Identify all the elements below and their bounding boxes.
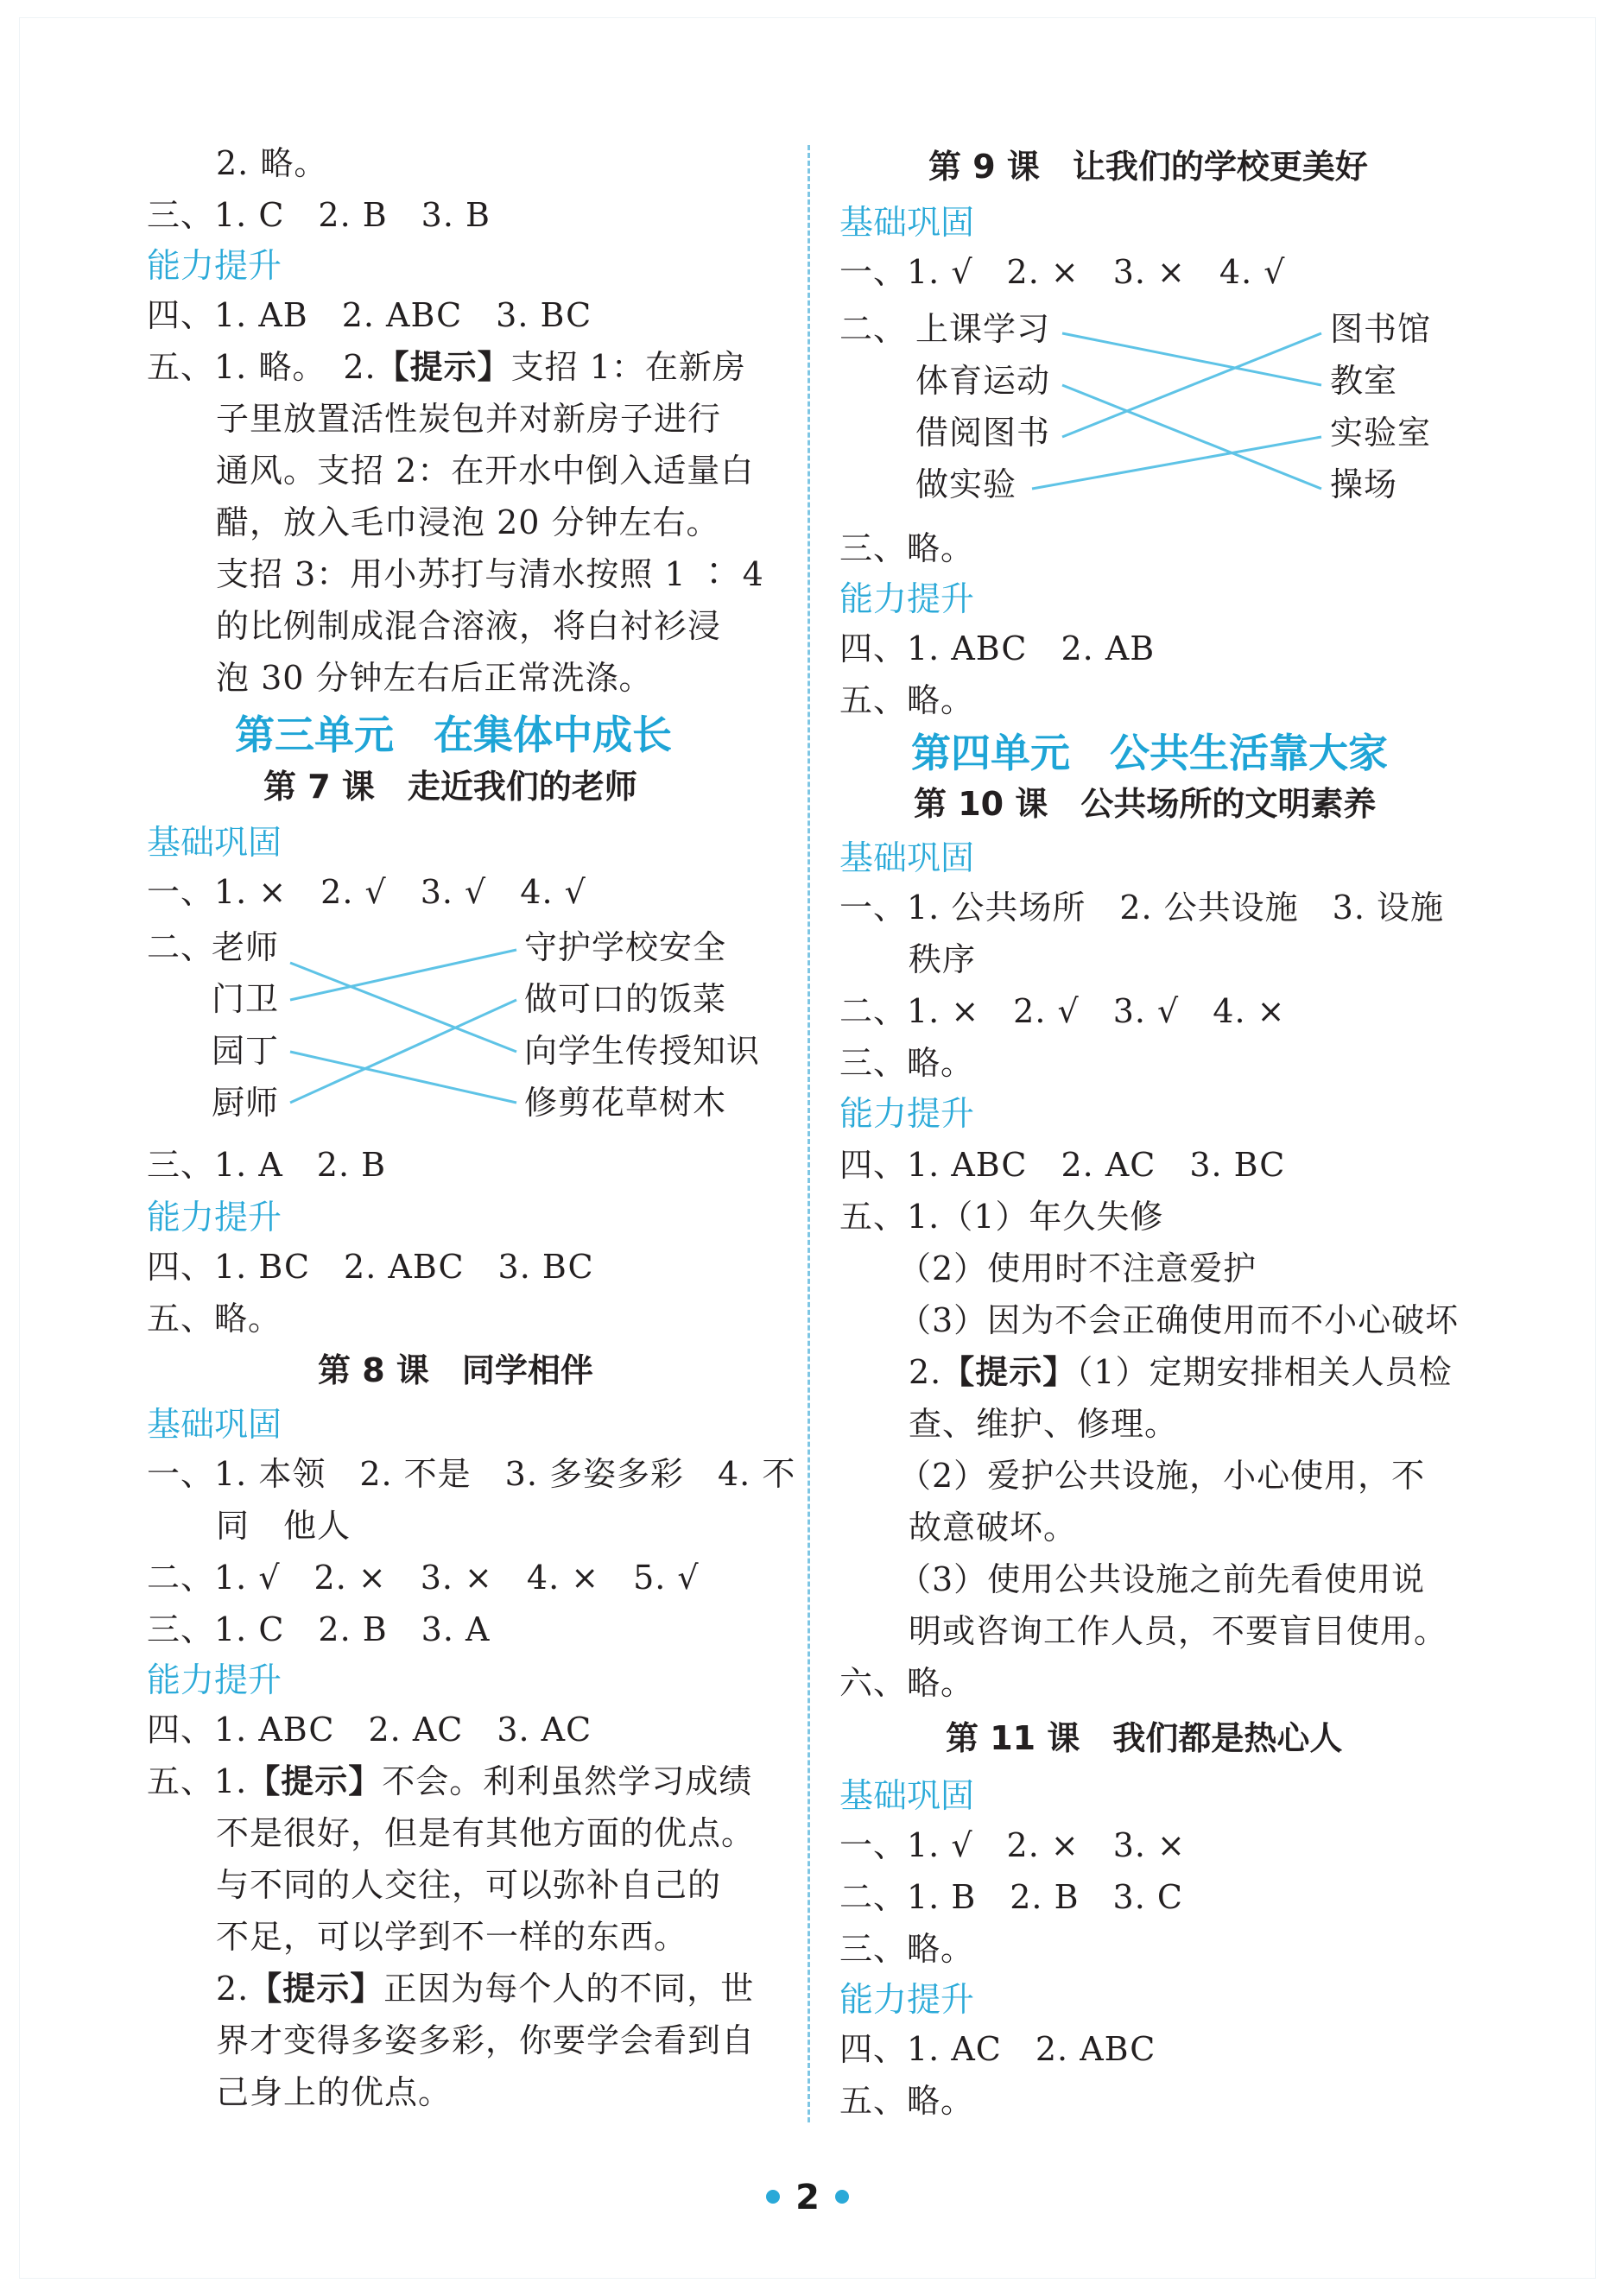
answer-line: 六、略。 xyxy=(839,1664,975,1702)
section-heading-ability: 能力提升 xyxy=(147,1661,282,1700)
answer-line: 四、1. ABC 2. AB xyxy=(839,629,1156,667)
match-line xyxy=(1062,385,1321,489)
section-heading-ability: 能力提升 xyxy=(147,247,282,286)
lesson-title: 第 9 课 让我们的学校更美好 xyxy=(928,148,1368,186)
answer-prefix: 二、 xyxy=(147,928,215,966)
answer-line: 一、1. √ 2. × 3. × xyxy=(839,1826,1186,1864)
hint-label: 【提示】 xyxy=(247,1762,383,1800)
answer-line: 泡 30 分钟左右后正常洗涤。 xyxy=(216,659,653,697)
answer-line: 五、略。 xyxy=(839,681,975,719)
match-right-item: 实验室 xyxy=(1330,414,1432,452)
match-right-item: 操场 xyxy=(1330,465,1398,503)
match-line xyxy=(1062,333,1321,437)
match-left-item: 借阅图书 xyxy=(915,414,1051,452)
answer-line: （3）因为不会正确使用而不小心破坏 xyxy=(898,1301,1460,1339)
answer-prefix: 五、1. 略。 2. xyxy=(147,348,377,386)
answer-line: 五、略。 xyxy=(147,1300,282,1338)
answer-line: 二、1. B 2. B 3. C xyxy=(839,1878,1183,1916)
answer-line: 秩序 xyxy=(909,940,977,978)
answer-line: 一、1. 本领 2. 不是 3. 多姿多彩 4. 不 xyxy=(147,1455,796,1493)
match-left-item: 老师 xyxy=(212,928,280,966)
lesson-title: 第 10 课 公共场所的文明素养 xyxy=(914,785,1377,823)
answer-line: 四、1. AC 2. ABC xyxy=(839,2030,1156,2068)
answer-prefix: 2. xyxy=(216,1970,250,2008)
answer-line: 二、1. × 2. √ 3. √ 4. × xyxy=(839,992,1286,1030)
answer-prefix: 二、 xyxy=(839,310,908,348)
match-left-item: 园丁 xyxy=(212,1032,280,1070)
section-heading-ability: 能力提升 xyxy=(839,580,975,619)
answer-line: 2. 略。 xyxy=(216,144,328,182)
decor-dot-left xyxy=(766,2190,780,2204)
answer-line: 支招 3：用小苏打与清水按照 1 ∶ 4 xyxy=(216,555,764,593)
answer-line: 一、1. 公共场所 2. 公共设施 3. 设施 xyxy=(839,889,1445,927)
answer-line: 四、1. BC 2. ABC 3. BC xyxy=(147,1248,594,1286)
lesson-title: 第 11 课 我们都是热心人 xyxy=(946,1719,1343,1757)
answer-line: 三、略。 xyxy=(839,1044,975,1082)
lesson-title: 第 8 课 同学相伴 xyxy=(318,1351,593,1389)
section-heading-basic: 基础巩固 xyxy=(147,1406,282,1445)
match-right-item: 修剪花草树木 xyxy=(524,1084,727,1122)
answer-line: 醋，放入毛巾浸泡 20 分钟左右。 xyxy=(216,503,720,541)
match-line xyxy=(1032,437,1321,489)
answer-text: 不会。利利虽然学习成绩 xyxy=(382,1762,753,1800)
answer-line: 三、略。 xyxy=(839,529,975,567)
answer-line: 己身上的优点。 xyxy=(216,2073,453,2111)
answer-line: 不是很好，但是有其他方面的优点。 xyxy=(216,1814,756,1852)
lesson-title: 第 7 课 走近我们的老师 xyxy=(263,768,637,806)
match-line xyxy=(1062,333,1321,385)
unit-title: 第四单元 公共生活靠大家 xyxy=(911,730,1388,776)
answer-line: 界才变得多姿多彩，你要学会看到自 xyxy=(216,2021,756,2059)
match-right-item: 教室 xyxy=(1330,362,1398,400)
answer-text: （1）定期安排相关人员检 xyxy=(1076,1353,1453,1391)
answer-line: 一、1. √ 2. × 3. × 4. √ xyxy=(839,253,1286,291)
answer-line: 与不同的人交往，可以弥补自己的 xyxy=(216,1866,722,1904)
hint-label: 【提示】 xyxy=(249,1970,384,2008)
unit-title: 第三单元 在集体中成长 xyxy=(235,712,672,758)
answer-line: 五、1.（1）年久失修 xyxy=(839,1198,1164,1236)
match-left-item: 门卫 xyxy=(212,980,280,1018)
answer-line xyxy=(909,1352,1452,1392)
page-number xyxy=(0,2178,1615,2217)
answer-text: 正因为每个人的不同，世 xyxy=(383,1970,755,2008)
decor-dot-right xyxy=(835,2190,849,2204)
answer-line: 四、1. AB 2. ABC 3. BC xyxy=(147,296,592,334)
answer-line: 查、维护、修理。 xyxy=(909,1405,1179,1443)
section-heading-basic: 基础巩固 xyxy=(147,824,282,863)
section-heading-basic: 基础巩固 xyxy=(839,1777,975,1816)
answer-line: 不足，可以学到不一样的东西。 xyxy=(216,1918,688,1956)
answer-line: 通风。支招 2：在开水中倒入适量白 xyxy=(216,452,755,490)
answer-prefix: 五、1. xyxy=(147,1762,248,1800)
answer-prefix: 2. xyxy=(909,1353,942,1391)
answer-line: 一、1. × 2. √ 3. √ 4. √ xyxy=(147,873,586,911)
answer-line: 四、1. ABC 2. AC 3. AC xyxy=(147,1711,592,1749)
answer-line: 五、略。 xyxy=(839,2082,975,2120)
hint-label: 【提示】 xyxy=(941,1353,1077,1391)
answer-line: 二、1. √ 2. × 3. × 4. × 5. √ xyxy=(147,1559,700,1597)
match-left-item: 做实验 xyxy=(915,465,1017,503)
answer-line: 子里放置活性炭包并对新房子进行 xyxy=(216,400,722,438)
answer-line: 同 他人 xyxy=(216,1507,352,1545)
answer-text: 支招 1：在新房 xyxy=(510,348,746,386)
answer-line: 明或咨询工作人员，不要盲目使用。 xyxy=(909,1612,1448,1650)
hint-label: 【提示】 xyxy=(376,348,511,386)
answer-line: （3）使用公共设施之前先看使用说 xyxy=(898,1560,1426,1598)
section-heading-ability: 能力提升 xyxy=(839,1095,975,1134)
match-left-item: 体育运动 xyxy=(915,362,1051,400)
answer-line: 的比例制成混合溶液，将白衬衫浸 xyxy=(216,607,722,645)
answer-line: 三、略。 xyxy=(839,1930,975,1968)
answer-line: （2）爱护公共设施，小心使用，不 xyxy=(898,1457,1426,1495)
answer-line: 四、1. ABC 2. AC 3. BC xyxy=(839,1146,1286,1184)
answer-line: 三、1. C 2. B 3. B xyxy=(147,196,491,234)
section-heading-ability: 能力提升 xyxy=(147,1199,282,1237)
answer-line: 故意破坏。 xyxy=(909,1509,1078,1546)
section-heading-basic: 基础巩固 xyxy=(839,204,975,243)
answer-line: （2）使用时不注意爱护 xyxy=(898,1249,1257,1287)
section-heading-basic: 基础巩固 xyxy=(839,839,975,878)
match-right-item: 图书馆 xyxy=(1330,310,1432,348)
page-number-text: 2 xyxy=(795,2178,820,2217)
match-left-item: 厨师 xyxy=(212,1084,280,1122)
match-right-item: 守护学校安全 xyxy=(524,928,727,966)
answer-line: 三、1. A 2. B xyxy=(147,1146,387,1184)
match-right-item: 向学生传授知识 xyxy=(524,1032,761,1070)
section-heading-ability: 能力提升 xyxy=(839,1981,975,2020)
match-left-item: 上课学习 xyxy=(915,310,1051,348)
answer-line: 三、1. C 2. B 3. A xyxy=(147,1610,491,1648)
match-right-item: 做可口的饭菜 xyxy=(524,980,727,1018)
